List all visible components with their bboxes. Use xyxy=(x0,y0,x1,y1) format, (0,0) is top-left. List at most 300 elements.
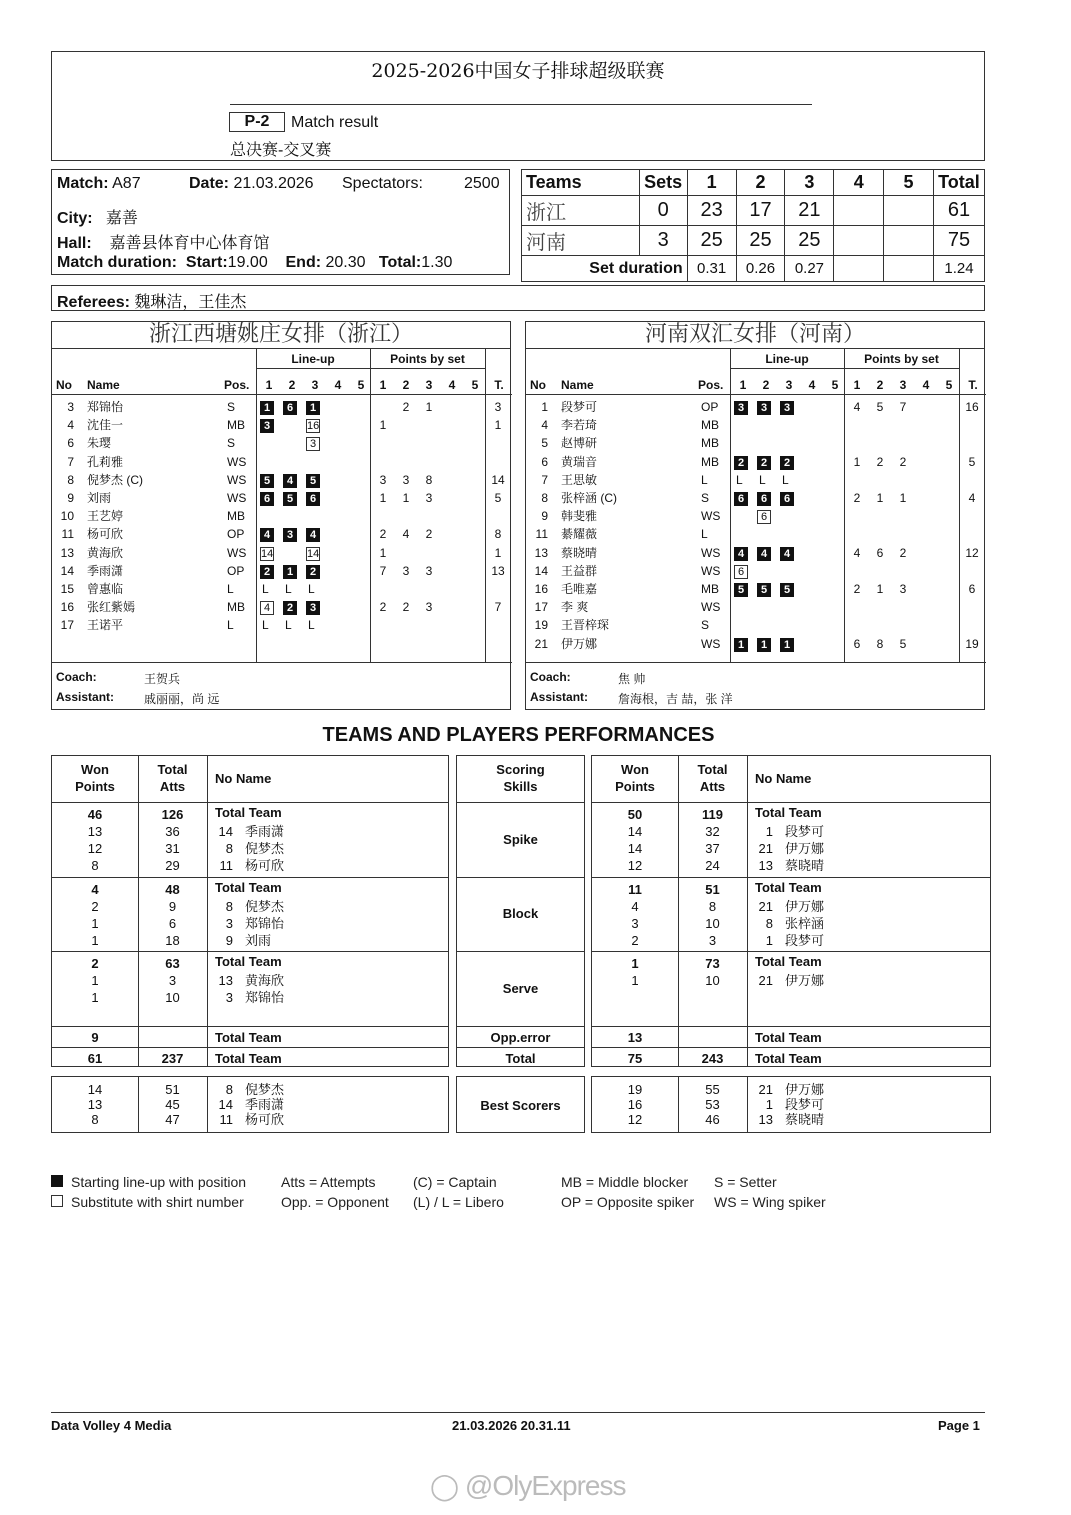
set-points xyxy=(443,580,461,598)
player-number: 21 xyxy=(758,973,773,988)
opp-error-points: 13 xyxy=(627,1030,643,1045)
player-name: 綦耀薇 xyxy=(561,527,598,542)
player-row xyxy=(52,544,512,562)
lineup-cell xyxy=(283,489,301,507)
substitute-box: 14 xyxy=(261,547,274,560)
best-player-number: 11 xyxy=(219,1112,233,1127)
team-total-atts: 51 xyxy=(705,882,720,897)
player-total-points: 13 xyxy=(491,563,505,578)
lineup-set-header: 5 xyxy=(357,378,365,392)
score-header-sets: Sets xyxy=(639,170,687,196)
set-points xyxy=(443,434,461,452)
points-header: Points by set xyxy=(864,352,939,366)
set-points: 3 xyxy=(402,472,410,487)
set-points xyxy=(940,544,958,562)
lineup-header: Line-up xyxy=(765,352,809,366)
player-row xyxy=(526,453,986,471)
player-position: S xyxy=(701,491,710,505)
starting-position-box: 1 xyxy=(734,638,748,652)
best-player-number: 1 xyxy=(765,1097,773,1112)
player-total-points xyxy=(961,598,983,616)
starting-position-box: 3 xyxy=(780,401,794,415)
lineup-cell xyxy=(780,398,798,416)
player-row xyxy=(52,416,512,434)
lineup-set-header: 2 xyxy=(288,378,296,392)
best-scorers-label: Best Scorers xyxy=(480,1098,561,1113)
player-total-points xyxy=(961,471,983,489)
set-points xyxy=(848,562,866,580)
player-name: 杨可欣 xyxy=(87,527,124,542)
set-points xyxy=(443,416,461,434)
lineup-cell xyxy=(260,580,278,598)
set-points xyxy=(420,416,438,434)
best-total-atts: 47 xyxy=(165,1112,180,1127)
player-position: WS xyxy=(701,636,721,651)
starting-position-box: 2 xyxy=(306,565,320,579)
player-row xyxy=(526,471,986,489)
set-points xyxy=(443,525,461,543)
best-player-name: 蔡晓晴 xyxy=(785,1112,825,1127)
starting-position-box: 3 xyxy=(306,601,320,615)
lineup-set-header: 5 xyxy=(831,378,839,392)
player-position: WS xyxy=(227,472,247,487)
starting-position-box: 6 xyxy=(283,401,297,415)
player-position: WS xyxy=(701,600,721,615)
player-total-atts: 32 xyxy=(705,824,720,839)
team-a-best-scorers xyxy=(51,1076,449,1133)
coach-label: Coach: xyxy=(530,670,571,684)
total-team-label: Total Team xyxy=(755,1030,822,1045)
set-points xyxy=(940,471,958,489)
set-points xyxy=(466,598,484,616)
skill-label: Spike xyxy=(503,831,538,847)
best-player-number: 14 xyxy=(218,1097,233,1112)
best-won-points: 19 xyxy=(627,1082,643,1097)
player-name: 伊万娜 xyxy=(785,899,825,914)
player-name: 刘雨 xyxy=(245,933,272,948)
player-name: 沈佳一 xyxy=(87,418,124,433)
player-number: 8 xyxy=(225,841,233,856)
set-points xyxy=(420,580,438,598)
set-points xyxy=(848,416,866,434)
player-name: 毛唯嘉 xyxy=(561,582,598,596)
player-row xyxy=(526,616,986,634)
starting-position-box: 6 xyxy=(260,492,274,506)
set-points xyxy=(443,471,461,489)
pos-header: Pos. xyxy=(224,378,250,392)
player-won-points: 12 xyxy=(87,841,103,856)
set-points xyxy=(940,507,958,525)
player-number: 17 xyxy=(534,600,548,615)
player-number: 9 xyxy=(541,509,548,524)
player-row xyxy=(52,453,512,471)
player-position: L xyxy=(227,582,234,596)
player-number: 1 xyxy=(541,400,548,414)
set-duration-total: 1.24 xyxy=(933,256,984,282)
set-points xyxy=(466,562,484,580)
starting-position-box: 5 xyxy=(306,474,320,488)
lineup-cell xyxy=(306,544,324,562)
lineup-set-header: 4 xyxy=(334,378,342,392)
player-number: 13 xyxy=(218,973,233,988)
legend-libero: (L) / L = Libero xyxy=(413,1194,504,1210)
lineup-cell xyxy=(260,598,278,616)
score-total: 61 xyxy=(933,196,984,226)
set-points xyxy=(940,416,958,434)
player-row xyxy=(526,398,986,416)
starting-position-box: 5 xyxy=(260,474,274,488)
assistant-names: 詹海根，吉 喆，张 洋 xyxy=(618,692,733,706)
player-name: 刘雨 xyxy=(87,491,112,505)
set-points: 1 xyxy=(402,491,410,505)
set-points: 1 xyxy=(379,545,387,560)
player-number: 8 xyxy=(225,899,233,914)
set-points: 6 xyxy=(853,636,861,651)
total-team-label: Total Team xyxy=(755,880,822,895)
set-points xyxy=(917,416,935,434)
best-won-points: 14 xyxy=(87,1082,103,1097)
no-header: No xyxy=(530,378,546,392)
player-position: WS xyxy=(701,509,721,524)
set-points: 2 xyxy=(402,400,410,414)
score-header-total: Total xyxy=(933,170,984,196)
set-points xyxy=(374,453,392,471)
lineup-set-header: 3 xyxy=(785,378,793,392)
best-player-number: 13 xyxy=(758,1112,773,1127)
legend-mb: MB = Middle blocker xyxy=(561,1174,689,1190)
set-points: 5 xyxy=(899,636,907,651)
player-name: 蔡晓晴 xyxy=(561,545,598,560)
points-set-header: 4 xyxy=(922,378,930,392)
team-a-roster xyxy=(51,321,511,710)
player-total-points: 5 xyxy=(494,491,502,505)
score-set-points: 17 xyxy=(736,196,785,226)
player-total-points: 4 xyxy=(968,491,976,505)
set-points xyxy=(420,507,438,525)
set-points xyxy=(397,434,415,452)
best-total-atts: 51 xyxy=(165,1082,180,1097)
player-row xyxy=(526,544,986,562)
set-points xyxy=(420,434,438,452)
spectators-value: 2500 xyxy=(464,175,500,192)
starting-position-box: 4 xyxy=(780,547,794,561)
set-points: 1 xyxy=(876,582,884,596)
starting-position-box: 2 xyxy=(283,601,297,615)
points-header: Points by set xyxy=(390,352,465,366)
player-name: 倪梦杰 xyxy=(245,899,285,914)
lineup-cell xyxy=(306,580,324,598)
score-set-points: 25 xyxy=(687,226,736,256)
won-points-header: Won Points xyxy=(615,762,655,794)
starting-position-box: 6 xyxy=(734,492,748,506)
coach-name: 王贺兵 xyxy=(144,672,181,686)
player-total-points xyxy=(961,416,983,434)
player-row xyxy=(52,434,512,452)
points-set-header: 5 xyxy=(945,378,953,392)
set-points: 2 xyxy=(379,600,387,615)
starting-position-box: 4 xyxy=(260,528,274,542)
set-points xyxy=(894,616,912,634)
starting-position-box: 6 xyxy=(306,492,320,506)
player-number: 7 xyxy=(67,454,74,469)
set-duration xyxy=(834,256,884,282)
player-total-points xyxy=(487,507,509,525)
player-total-points xyxy=(961,525,983,543)
team-b-roster xyxy=(525,321,985,710)
best-total-atts: 45 xyxy=(165,1097,180,1112)
no-name-header: No Name xyxy=(215,771,272,786)
starting-position-box: 1 xyxy=(306,401,320,415)
player-number: 8 xyxy=(67,472,74,487)
total-won-points: 75 xyxy=(627,1051,643,1066)
player-position: MB xyxy=(227,600,245,615)
total-header: T. xyxy=(968,378,978,392)
best-won-points: 12 xyxy=(627,1112,643,1127)
row-divider xyxy=(592,1026,990,1027)
lineup-cell xyxy=(260,416,278,434)
set-points xyxy=(443,562,461,580)
player-position: S xyxy=(227,400,236,414)
player-total-atts: 31 xyxy=(165,841,180,856)
row-divider xyxy=(592,951,990,952)
scoring-skills-column xyxy=(456,755,585,1067)
player-total-atts: 3 xyxy=(708,933,717,948)
lineup-cell xyxy=(260,489,278,507)
starting-position-box: 5 xyxy=(757,583,771,597)
set-points xyxy=(443,507,461,525)
set-points xyxy=(871,616,889,634)
player-number: 13 xyxy=(60,545,74,560)
row-divider xyxy=(457,802,584,803)
lineup-cell xyxy=(734,471,752,489)
player-name: 王晋梓琛 xyxy=(561,618,610,633)
total-atts: 243 xyxy=(701,1051,724,1066)
score-set-points: 25 xyxy=(785,226,834,256)
set-points xyxy=(940,562,958,580)
lineup-cell xyxy=(283,471,301,489)
total-team-label: Total Team xyxy=(215,1030,282,1045)
player-position: WS xyxy=(701,563,721,578)
substitute-box: 6 xyxy=(734,565,748,579)
column-divider xyxy=(747,1077,748,1132)
player-number: 17 xyxy=(60,618,74,633)
set-points xyxy=(871,471,889,489)
set-points xyxy=(917,580,935,598)
lineup-cell xyxy=(780,471,798,489)
substitute-box: 14 xyxy=(307,547,320,560)
total-team-label: Total Team xyxy=(215,1051,282,1066)
set-points: 5 xyxy=(876,400,884,414)
player-name: 曾惠临 xyxy=(87,582,124,596)
player-number: 14 xyxy=(534,563,548,578)
player-total-atts: 36 xyxy=(165,824,180,839)
row-divider xyxy=(457,877,584,878)
set-points: 4 xyxy=(853,400,861,414)
player-name: 黄瑞音 xyxy=(561,454,598,469)
set-points xyxy=(894,598,912,616)
total-team-label: Total Team xyxy=(755,954,822,969)
score-header-teams: Teams xyxy=(522,170,640,196)
set-points xyxy=(466,434,484,452)
total-team-label: Total Team xyxy=(755,1051,822,1066)
team-won-points: 46 xyxy=(87,807,103,822)
opp-error-points: 9 xyxy=(91,1030,99,1045)
set-points xyxy=(848,471,866,489)
best-player-number: 8 xyxy=(225,1082,233,1097)
lineup-set-header: 4 xyxy=(808,378,816,392)
player-won-points: 2 xyxy=(91,899,99,914)
player-number: 3 xyxy=(67,400,74,414)
set-points: 3 xyxy=(425,600,433,615)
libero-mark: L xyxy=(308,618,315,633)
player-won-points: 3 xyxy=(631,916,639,931)
legend-ws: WS = Wing spiker xyxy=(714,1194,826,1210)
player-won-points: 1 xyxy=(631,973,639,988)
libero-mark: L xyxy=(262,582,269,596)
player-name: 伊万娜 xyxy=(785,841,825,856)
player-row xyxy=(526,598,986,616)
set-points xyxy=(871,598,889,616)
score-table xyxy=(521,169,985,282)
team-total-atts: 48 xyxy=(165,882,180,897)
player-number: 21 xyxy=(758,841,773,856)
lineup-cell xyxy=(283,525,301,543)
lineup-cell xyxy=(734,489,752,507)
set-points xyxy=(848,434,866,452)
row-divider xyxy=(457,951,584,952)
lineup-set-header: 2 xyxy=(762,378,770,392)
set-points xyxy=(917,471,935,489)
set-points xyxy=(374,616,392,634)
set-points xyxy=(397,616,415,634)
match-date: Date: 21.03.2026 xyxy=(189,175,314,192)
substitute-box: 16 xyxy=(307,420,320,433)
substitute-box: 6 xyxy=(757,510,771,524)
team-won-points: 2 xyxy=(91,956,99,971)
lineup-cell xyxy=(757,453,775,471)
score-team-name: 河南 xyxy=(522,226,640,256)
player-position: L xyxy=(701,472,708,487)
player-name: 韩斐雅 xyxy=(561,509,598,524)
player-name: 张梓涵 xyxy=(785,916,825,931)
player-row xyxy=(526,507,986,525)
score-header-set4: 4 xyxy=(834,170,884,196)
player-number: 21 xyxy=(534,636,548,651)
player-name: 王艺婷 xyxy=(87,509,124,524)
starting-position-box: 1 xyxy=(757,638,771,652)
player-won-points: 1 xyxy=(91,973,99,988)
team-b-performance xyxy=(591,755,991,1067)
best-player-name: 伊万娜 xyxy=(785,1082,825,1097)
starting-position-box: 2 xyxy=(260,565,274,579)
set-points: 2 xyxy=(876,454,884,469)
starting-position-box: 5 xyxy=(283,492,297,506)
set-points xyxy=(917,525,935,543)
lineup-set-header: 1 xyxy=(265,378,273,392)
player-won-points: 14 xyxy=(627,824,643,839)
legend-op: OP = Opposite spiker xyxy=(561,1194,695,1210)
substitute-box: 3 xyxy=(306,437,320,451)
player-name: 段梦可 xyxy=(785,824,825,839)
team-won-points: 11 xyxy=(628,882,642,897)
set-points xyxy=(940,525,958,543)
lineup-header: Line-up xyxy=(291,352,335,366)
player-name: 杨可欣 xyxy=(245,858,285,873)
player-number: 7 xyxy=(541,472,548,487)
player-total-atts: 10 xyxy=(705,973,720,988)
total-team-label: Total Team xyxy=(215,805,282,820)
player-name: 黄海欣 xyxy=(245,973,285,988)
player-name: 李若琦 xyxy=(561,418,598,433)
scoring-skills-header: Scoring Skills xyxy=(496,762,545,794)
lineup-cell xyxy=(757,489,775,507)
row-divider xyxy=(52,877,448,878)
player-total-points xyxy=(961,616,983,634)
total-team-label: Total Team xyxy=(755,805,822,820)
player-position: OP xyxy=(227,527,245,542)
spectators-label: Spectators: xyxy=(342,175,423,192)
player-row xyxy=(526,416,986,434)
starting-position-box: 1 xyxy=(780,638,794,652)
legend-opp: Opp. = Opponent xyxy=(281,1194,389,1210)
score-sets: 3 xyxy=(639,226,687,256)
best-player-name: 季雨潇 xyxy=(245,1097,285,1112)
set-points xyxy=(848,525,866,543)
report-name: Match result xyxy=(291,114,379,131)
libero-mark: L xyxy=(285,582,292,596)
total-team-label: Total Team xyxy=(215,954,282,969)
score-team-name: 浙江 xyxy=(522,196,640,226)
set-duration: 0.31 xyxy=(687,256,736,282)
set-points: 3 xyxy=(379,472,387,487)
player-position: MB xyxy=(701,582,719,596)
player-total-points: 6 xyxy=(968,582,976,596)
legend-captain: (C) = Captain xyxy=(413,1174,497,1190)
set-points xyxy=(466,580,484,598)
player-number: 16 xyxy=(60,600,74,615)
player-total-points: 14 xyxy=(491,472,505,487)
player-number: 4 xyxy=(67,418,74,433)
row-divider xyxy=(457,1047,584,1048)
player-won-points: 4 xyxy=(631,899,639,914)
set-points xyxy=(871,562,889,580)
lineup-cell xyxy=(260,525,278,543)
player-position: WS xyxy=(227,545,247,560)
starting-position-box: 5 xyxy=(780,583,794,597)
player-total-atts: 9 xyxy=(168,899,177,914)
set-points xyxy=(443,616,461,634)
starting-position-box: 6 xyxy=(757,492,771,506)
team-b-best-scorers xyxy=(591,1076,991,1133)
legend-substitute: Substitute with shirt number xyxy=(71,1194,244,1210)
player-position: MB xyxy=(701,454,719,469)
set-points xyxy=(871,507,889,525)
player-name: 朱璎 xyxy=(87,436,112,451)
set-points xyxy=(420,453,438,471)
set-points xyxy=(420,544,438,562)
set-points xyxy=(466,398,484,416)
column-divider xyxy=(207,1077,208,1132)
set-points: 1 xyxy=(379,418,387,433)
legend-starting: Starting line-up with position xyxy=(71,1174,247,1190)
set-points xyxy=(397,580,415,598)
set-points xyxy=(443,544,461,562)
player-position: WS xyxy=(227,491,247,505)
lineup-cell xyxy=(306,598,324,616)
set-points xyxy=(940,398,958,416)
starting-position-box: 4 xyxy=(757,547,771,561)
player-name: 张红紫嫣 xyxy=(87,600,136,615)
